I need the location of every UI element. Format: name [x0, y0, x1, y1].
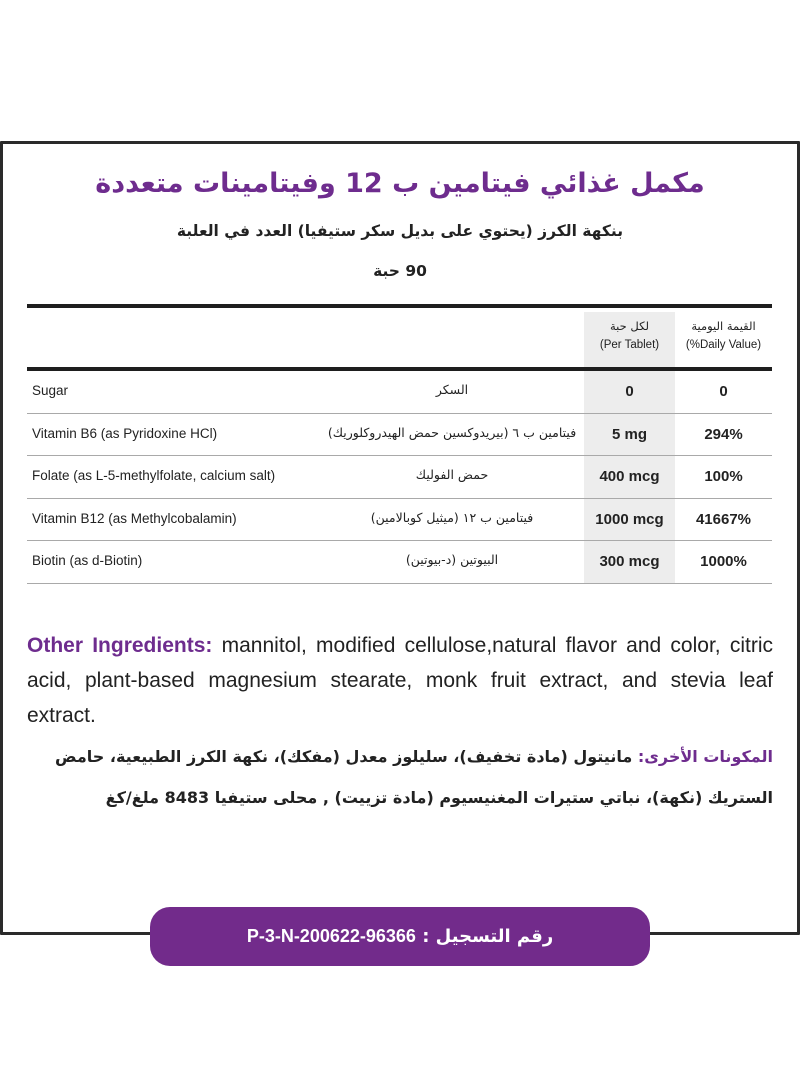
table-row: [27, 456, 772, 499]
nutrient-daily-value: 41667%: [695, 510, 752, 528]
nutrient-amount: 0: [625, 383, 634, 400]
product-title: مكمل غذائي فيتامين ب 12 وفيتامينات متعددة: [95, 168, 705, 199]
supplement-facts-table: [27, 304, 772, 584]
table-row: [27, 541, 772, 584]
nutrient-amount: 1000 mcg: [595, 510, 664, 528]
table-header-rule: [27, 367, 772, 371]
other-ingredients-en: [27, 628, 773, 733]
table-row: [27, 499, 772, 542]
nutrient-name-en: Vitamin B12 (as Methylcobalamin): [32, 510, 237, 526]
other-ingredients-text-ar: مانيتول (مادة تخفيف)، سليلوز معدل (مفكك)، نكهة الكرز الطبيعية، حامض الستريك (نكهة)، نباتي ستيرات المغنيسيوم (مادة تزييت) , محلى ستيفيا 8483 ملغ/كغ: [55, 747, 773, 807]
nutrient-daily-value: 294%: [704, 425, 743, 443]
nutrient-daily-value: 100%: [704, 468, 743, 485]
registration-badge: [150, 907, 650, 966]
other-ingredients-text-en: mannitol, modified cellulose,natural flavor and color, citric acid, plant-based magnesium stearate, monk fruit extract, and stevia leaf extract.: [27, 634, 773, 727]
header-daily-value-en: (%Daily Value): [685, 339, 762, 351]
header-per-tablet-en: (Per Tablet): [599, 339, 660, 351]
tablet-count: 90 حبة: [373, 262, 427, 280]
nutrient-daily-value: 1000%: [700, 553, 747, 570]
nutrient-name-en: Folate (as L-5-methylfolate, calcium salt): [32, 468, 276, 483]
table-row: [27, 414, 772, 457]
product-subtitle: بنكهة الكرز (يحتوي على بديل سكر ستيفيا) العدد في العلبة: [176, 222, 624, 240]
other-ingredients-label-en: Other Ingredients:: [27, 634, 213, 657]
table-row: [27, 371, 772, 414]
header-daily-value-ar: القيمة اليومية: [691, 319, 756, 333]
nutrient-name-en: Sugar: [32, 383, 69, 398]
registration-label: رقم التسجيل :: [422, 926, 554, 947]
header-per-tablet-ar: لكل حبة: [610, 319, 649, 333]
nutrient-amount: 400 mcg: [599, 468, 660, 485]
nutrient-name-ar: فيتامين ب ١٢ (ميثيل كوبالامين): [370, 509, 534, 525]
table-header: [27, 308, 772, 367]
header-daily-value: [675, 317, 772, 355]
header-per-tablet: [584, 317, 675, 355]
nutrient-name-ar: السكر: [435, 382, 469, 397]
registration-number: P-3-N-200622-96366: [246, 926, 416, 946]
nutrient-daily-value: 0: [719, 383, 728, 400]
nutrient-name-ar: حمض الفوليك: [415, 467, 489, 482]
other-ingredients-ar: [27, 736, 773, 818]
other-ingredients-label-ar: المكونات الأخرى:: [637, 747, 773, 766]
nutrient-name-en: Vitamin B6 (as Pyridoxine HCl): [32, 425, 218, 441]
nutrient-amount: 300 mcg: [599, 553, 660, 570]
nutrient-name-ar: البيوتين (د-بيوتين): [405, 552, 499, 567]
nutrient-amount: 5 mg: [611, 425, 647, 443]
nutrient-name-ar: فيتامين ب ٦ (بيريدوكسين حمض الهيدروكلوريك): [327, 424, 577, 440]
nutrient-name-en: Biotin (as d-Biotin): [32, 553, 143, 568]
